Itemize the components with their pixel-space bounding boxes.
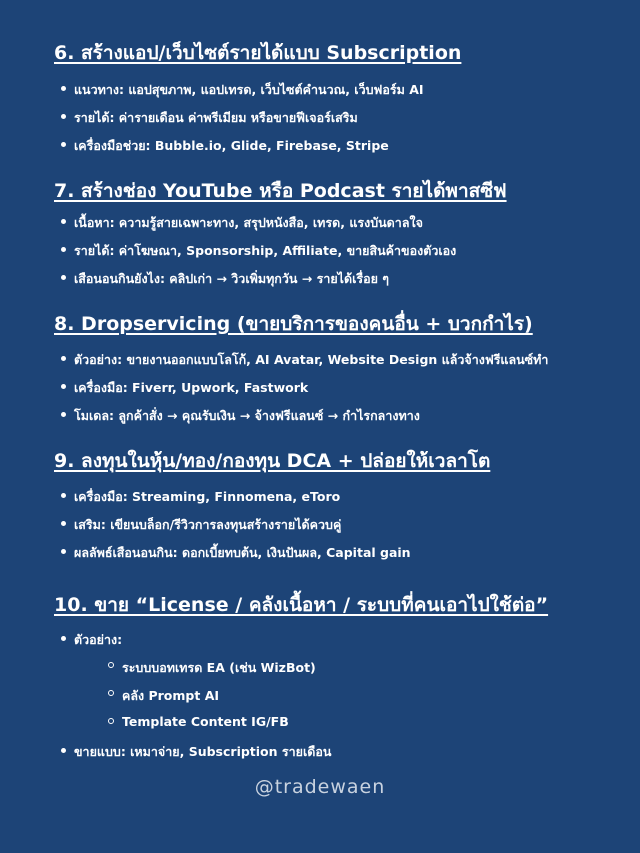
section-6-title: 6. สร้างแอป/เว็บไซต์รายได้แบบ Subscription <box>54 42 462 64</box>
section-9-title: 9. ลงทุนในหุ้น/ทอง/กองทุน DCA + ปล่อยให้เวลาโต <box>54 450 491 472</box>
author-handle: @tradewaen <box>254 776 386 798</box>
section-9-item-2: เสริม: เขียนบล็อก/รีวิวการลงทุนสร้างรายได้ควบคู่ <box>74 515 341 535</box>
section-8-item-3: โมเดล: ลูกค้าสั่ง → คุณรับเงิน → จ้างฟรีแลนซ์ → กำไรกลางทาง <box>74 406 420 426</box>
section-7-item-1: เนื้อหา: ความรู้สายเฉพาะทาง, สรุปหนังสือ, เทรด, แรงบันดาลใจ <box>74 213 423 233</box>
section-8-item-2: เครื่องมือ: Fiverr, Upwork, Fastwork <box>74 378 308 398</box>
section-10-item-1: ตัวอย่าง: <box>74 630 122 650</box>
section-10-subitem-1: ระบบบอทเทรด EA (เช่น WizBot) <box>122 658 316 678</box>
section-6-item-2: รายได้: ค่ารายเดือน ค่าพรีเมียม หรือขายฟีเจอร์เสริม <box>74 108 358 128</box>
section-6-item-3: เครื่องมือช่วย: Bubble.io, Glide, Firebase, Stripe <box>74 136 389 156</box>
section-6-item-1: แนวทาง: แอปสุขภาพ, แอปเทรด, เว็บไซต์คำนวณ, เว็บฟอร์ม AI <box>74 80 424 100</box>
section-7-title: 7. สร้างช่อง YouTube หรือ Podcast รายได้พาสซีฟ <box>54 180 507 202</box>
section-10-subitem-3: Template Content IG/FB <box>122 714 289 729</box>
section-7-item-2: รายได้: ค่าโฆษณา, Sponsorship, Affiliate, ขายสินค้าของตัวเอง <box>74 241 456 261</box>
section-9-item-1: เครื่องมือ: Streaming, Finnomena, eToro <box>74 487 340 507</box>
section-7-item-3: เสือนอนกินยังไง: คลิปเก่า → วิวเพิ่มทุกวัน → รายได้เรื่อย ๆ <box>74 269 389 289</box>
section-8-item-1: ตัวอย่าง: ขายงานออกแบบโลโก้, AI Avatar, Website Design แล้วจ้างฟรีแลนซ์ทำ <box>74 350 548 370</box>
section-10-item-2: ขายแบบ: เหมาจ่าย, Subscription รายเดือน <box>74 742 331 762</box>
section-10-subitem-2: คลัง Prompt AI <box>122 686 219 706</box>
section-9-item-3: ผลลัพธ์เสือนอนกิน: ดอกเบี้ยทบต้น, เงินปันผล, Capital gain <box>74 543 411 563</box>
section-10-title: 10. ขาย “License / คลังเนื้อหา / ระบบที่คนเอาไปใช้ต่อ” <box>54 594 549 616</box>
section-8-title: 8. Dropservicing (ขายบริการของคนอื่น + บวกกำไร) <box>54 313 533 335</box>
